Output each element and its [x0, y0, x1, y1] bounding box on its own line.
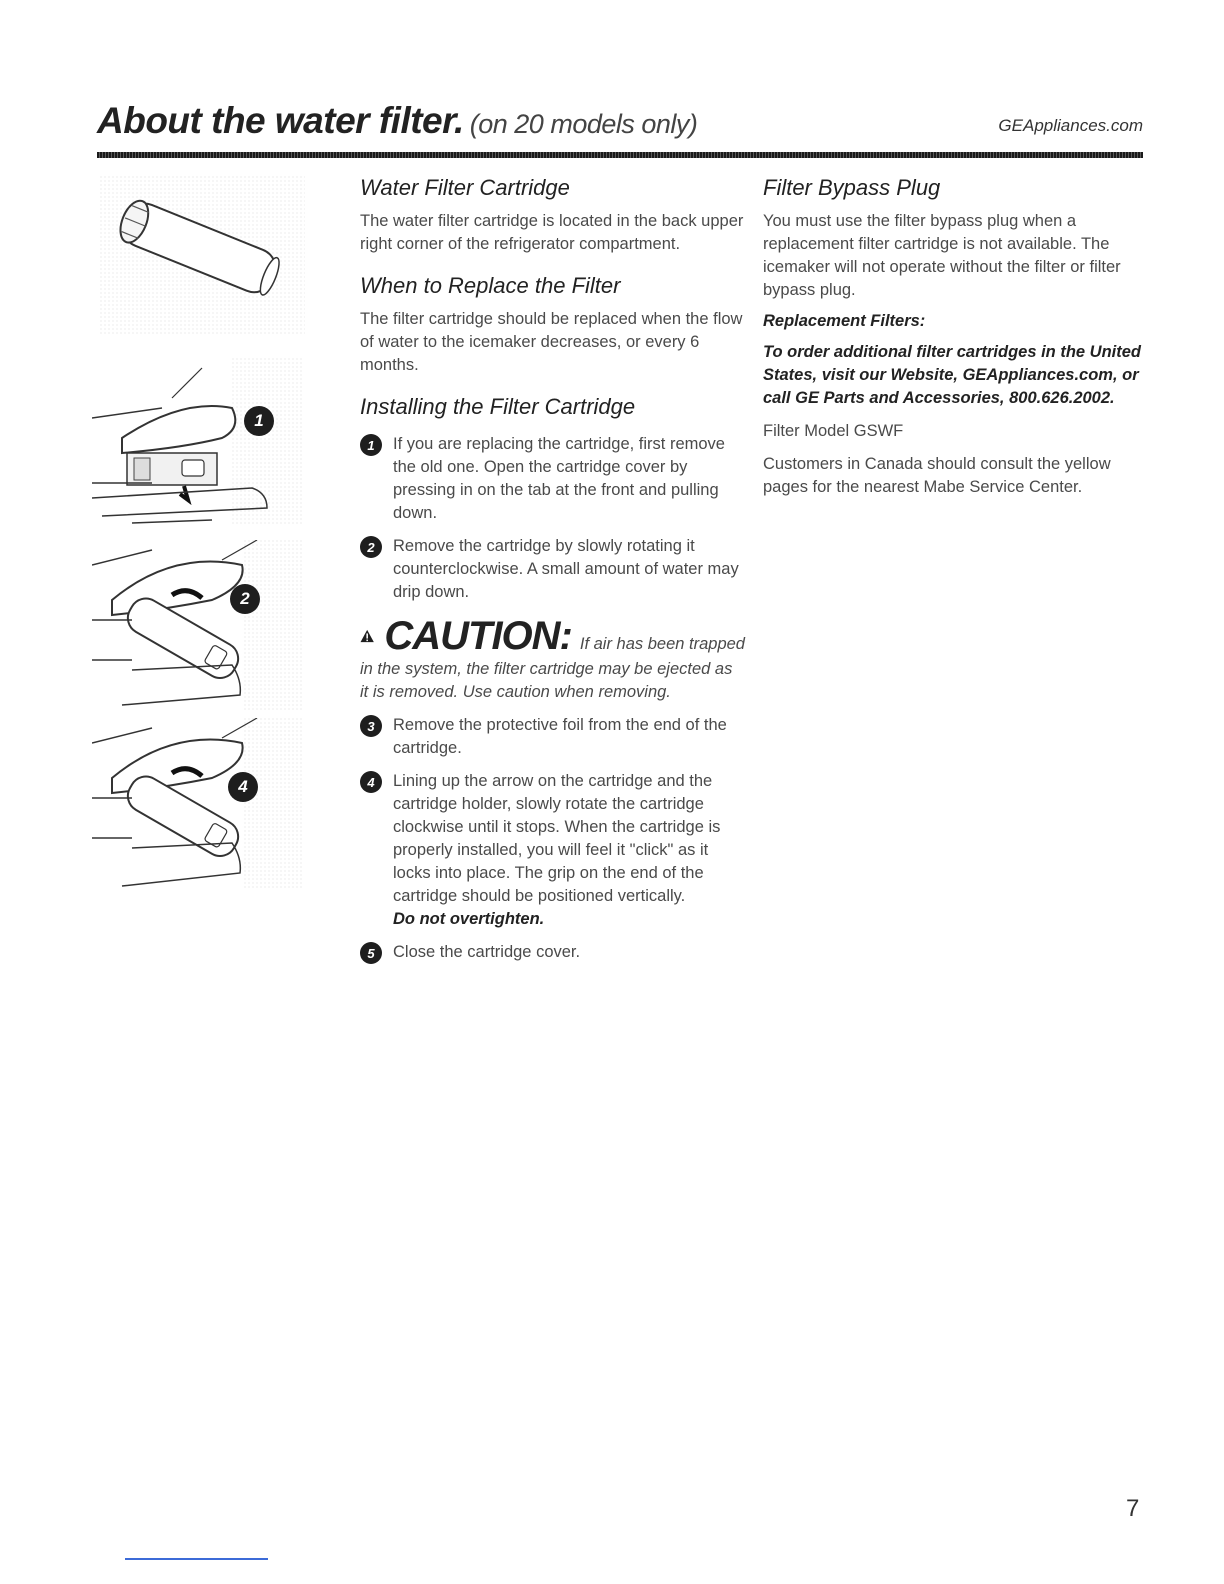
step-number-badge: 2 — [360, 536, 382, 558]
install-step — [360, 770, 745, 931]
replacement-filters-heading: Replacement Filters: — [763, 312, 926, 330]
install-step — [360, 433, 745, 525]
caution-label: CAUTION: — [384, 614, 572, 658]
step-number-badge: 1 — [360, 434, 382, 456]
filter-bypass-plug-text: You must use the filter bypass plug when a replacement filter cartridge is not available. The icemaker will not operate without the filter or filter bypass plug. — [763, 212, 1121, 299]
step-2-badge: 2 — [230, 584, 260, 614]
water-filter-cartridge-text: The water filter cartridge is located in the back upper right corner of the refrigerator compartment. — [360, 212, 744, 253]
step-number-badge: 4 — [360, 771, 382, 793]
water-filter-cartridge-heading: Water Filter Cartridge — [360, 175, 570, 200]
step-2-illustration — [92, 540, 304, 712]
filter-bypass-plug-heading: Filter Bypass Plug — [763, 175, 941, 200]
overtighten-note: Do not overtighten. — [393, 910, 545, 928]
step-1-badge: 1 — [244, 406, 274, 436]
page-number: 7 — [1126, 1495, 1140, 1522]
caution-text: in the system, the filter cartridge may be ejected as it is removed. Use caution when removing. — [360, 660, 733, 701]
step-4-badge: 4 — [228, 772, 258, 802]
step-text: Close the cartridge cover. — [393, 943, 581, 961]
caution-notice — [360, 614, 745, 704]
canada-customers-text: Customers in Canada should consult the yellow pages for the nearest Mabe Service Center. — [763, 455, 1111, 496]
page-header — [97, 100, 1143, 148]
install-step — [360, 941, 745, 964]
filter-cartridge-illustration — [100, 176, 305, 336]
header-divider — [97, 152, 1143, 158]
step-number-badge: 3 — [360, 715, 382, 737]
page-title — [97, 100, 697, 142]
order-filters-text: To order additional filter cartridges in the United States, visit our Website, GEAppliances.com, or call GE Parts and Accessories, 800.626.2002. — [763, 343, 1142, 407]
filter-model-text: Filter Model GSWF — [763, 422, 904, 440]
when-to-replace-text: The filter cartridge should be replaced when the flow of water to the icemaker decreases, or every 6 months. — [360, 310, 743, 374]
step-number-badge: 5 — [360, 942, 382, 964]
page-title-text: About the water filter. — [97, 100, 464, 141]
step-text: If you are replacing the cartridge, first remove the old one. Open the cartridge cover by pressing in on the tab at the front and pulling down. — [393, 435, 725, 522]
bypass-plug-column — [763, 172, 1148, 499]
step-1-illustration — [92, 358, 304, 526]
step-text: Lining up the arrow on the cartridge and the cartridge holder, slowly rotate the cartridge clockwise until it stops. When the cartridge is properly installed, you will feel it "click" as it locks into place. The grip on the end of the cartridge should be positioned vertically. — [393, 772, 721, 905]
page-subtitle: (on 20 models only) — [469, 109, 698, 139]
step-text: Remove the protective foil from the end of the cartridge. — [393, 716, 727, 757]
step-4-illustration — [92, 718, 304, 890]
footer-rule — [125, 1558, 268, 1560]
installation-column — [360, 172, 745, 974]
install-step — [360, 535, 745, 604]
installing-filter-heading: Installing the Filter Cartridge — [360, 394, 636, 419]
warning-triangle-icon — [360, 623, 374, 649]
step-text: Remove the cartridge by slowly rotating it counterclockwise. A small amount of water may drip down. — [393, 537, 739, 601]
website-link[interactable]: GEAppliances.com — [998, 116, 1143, 135]
install-step — [360, 714, 745, 760]
when-to-replace-heading: When to Replace the Filter — [360, 273, 621, 298]
caution-text-inline: If air has been trapped — [579, 635, 745, 653]
